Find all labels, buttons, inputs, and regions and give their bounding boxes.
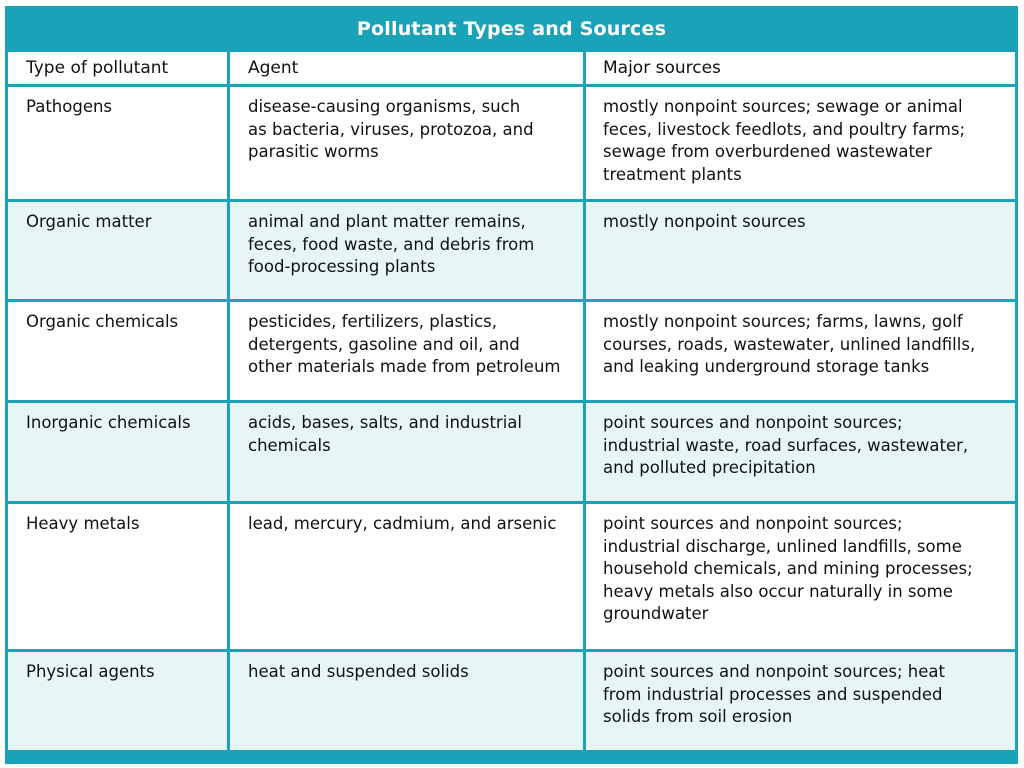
cell-text: mostly nonpoint sources; farms, lawns, golf courses, roads, wastewater, unlined landfills, and leaking underground storage tanks [603, 312, 976, 376]
cell-text: disease-causing organisms, such as bacteria, viruses, protozoa, and parasitic worms [248, 97, 534, 161]
row-physical-agents-agent [230, 652, 583, 750]
cell-text: heat and suspended solids [248, 662, 469, 681]
cell-text: Pathogens [26, 97, 113, 116]
header-agent: Agent [230, 52, 583, 84]
cell-text: point sources and nonpoint sources; industrial discharge, unlined landfills, some household chemicals, and mining processes; heavy metals also occur naturally in some groundwater [603, 514, 973, 623]
row-organic-chemicals-type [8, 302, 227, 400]
row-heavy-metals-type [8, 504, 227, 649]
row-inorganic-chemicals-agent [230, 403, 583, 501]
cell-text: point sources and nonpoint sources; industrial waste, road surfaces, wastewater, and polluted precipitation [603, 413, 969, 477]
row-organic-matter-type [8, 202, 227, 299]
cell-text: pesticides, fertilizers, plastics, detergents, gasoline and oil, and other materials made from petroleum [248, 312, 561, 376]
cell-text: mostly nonpoint sources; sewage or animal feces, livestock feedlots, and poultry farms; sewage from overburdened wastewater treatment plants [603, 97, 966, 184]
row-pathogens-agent [230, 87, 583, 199]
row-physical-agents-sources [586, 652, 1015, 750]
header-type-of-pollutant: Type of pollutant [8, 52, 227, 84]
cell-text: Heavy metals [26, 514, 140, 533]
row-organic-matter-sources [586, 202, 1015, 299]
row-physical-agents-type [8, 652, 227, 750]
row-inorganic-chemicals-sources [586, 403, 1015, 501]
row-organic-matter-agent [230, 202, 583, 299]
cell-text: Inorganic chemicals [26, 413, 191, 432]
pollutant-table [5, 6, 1018, 764]
table-title: Pollutant Types and Sources [356, 18, 667, 40]
row-inorganic-chemicals-type [8, 403, 227, 501]
row-heavy-metals-sources [586, 504, 1015, 649]
cell-text: lead, mercury, cadmium, and arsenic [248, 514, 557, 533]
cell-text: mostly nonpoint sources [603, 212, 806, 231]
row-organic-chemicals-agent [230, 302, 583, 400]
cell-text: Organic chemicals [26, 312, 179, 331]
cell-text: Organic matter [26, 212, 152, 231]
cell-text: animal and plant matter remains, feces, food waste, and debris from food-processing plants [248, 212, 535, 276]
row-organic-chemicals-sources [586, 302, 1015, 400]
row-pathogens-type [8, 87, 227, 199]
cell-text: point sources and nonpoint sources; heat from industrial processes and suspended solids from soil erosion [603, 662, 945, 726]
row-pathogens-sources [586, 87, 1015, 199]
header-major-sources: Major sources [586, 52, 1015, 84]
cell-text: acids, bases, salts, and industrial chemicals [248, 413, 522, 455]
cell-text: Physical agents [26, 662, 155, 681]
row-heavy-metals-agent [230, 504, 583, 649]
